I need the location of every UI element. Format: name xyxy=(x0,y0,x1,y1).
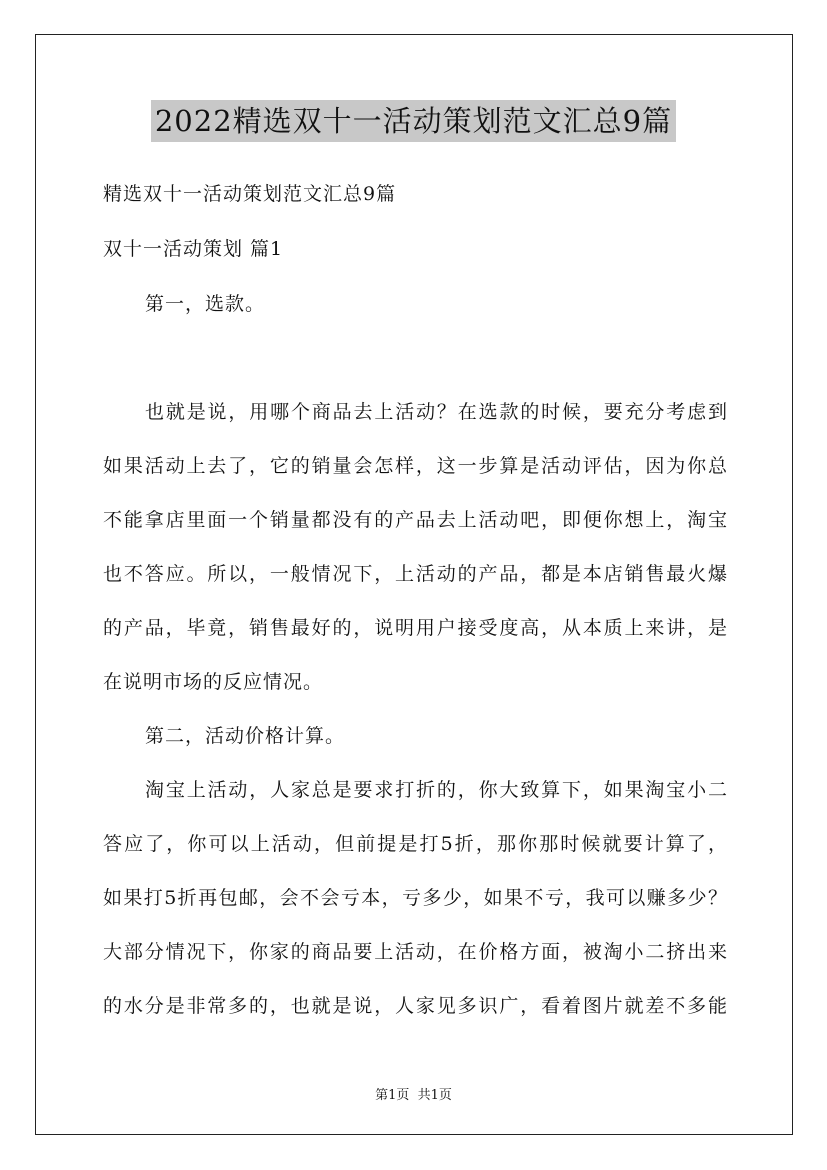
page-number: 第1页 xyxy=(375,1088,410,1103)
paragraph-line: 的产品，毕竟，销售最好的，说明用户接受度高，从本质上来讲，是 xyxy=(103,617,728,639)
section-heading: 双十一活动策划 篇1 xyxy=(103,238,284,260)
paragraph-line: 第二，活动价格计算。 xyxy=(145,725,346,747)
paragraph-line: 淘宝上活动，人家总是要求打折的，你大致算下，如果淘宝小二 xyxy=(145,779,728,801)
document-subtitle: 精选双十一活动策划范文汇总9篇 xyxy=(103,183,397,205)
paragraph-line: 如果活动上去了，它的销量会怎样，这一步算是活动评估，因为你总 xyxy=(103,455,728,477)
title-container xyxy=(0,100,827,142)
page-total: 共1页 xyxy=(417,1088,452,1103)
paragraph-line: 大部分情况下，你家的商品要上活动，在价格方面，被淘小二挤出来 xyxy=(103,941,728,963)
document-title: 2022精选双十一活动策划范文汇总9篇 xyxy=(151,100,676,142)
page-footer xyxy=(0,1084,827,1103)
paragraph-line: 也就是说，用哪个商品去上活动？在选款的时候，要充分考虑到 xyxy=(145,401,728,423)
paragraph-line: 在说明市场的反应情况。 xyxy=(103,671,324,693)
paragraph-line: 答应了，你可以上活动，但前提是打5折，那你那时候就要计算了， xyxy=(103,833,728,855)
paragraph-line: 如果打5折再包邮，会不会亏本，亏多少，如果不亏，我可以赚多少？ xyxy=(103,887,728,909)
paragraph-line: 也不答应。所以，一般情况下，上活动的产品，都是本店销售最火爆 xyxy=(103,563,728,585)
paragraph-line: 不能拿店里面一个销量都没有的产品去上活动吧，即便你想上，淘宝 xyxy=(103,509,728,531)
paragraph-line: 第一，选款。 xyxy=(145,293,266,315)
paragraph-line: 的水分是非常多的，也就是说，人家见多识广，看着图片就差不多能 xyxy=(103,995,728,1017)
